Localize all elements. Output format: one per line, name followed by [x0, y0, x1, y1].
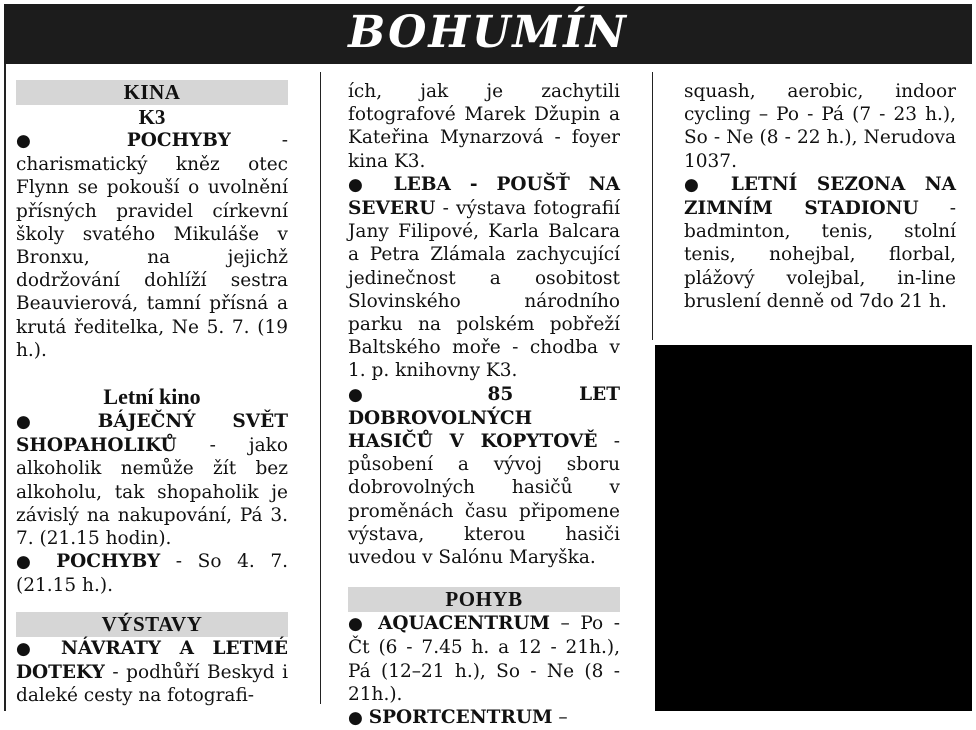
masthead	[4, 4, 972, 64]
listing-text: – Po - Čt (6 - 7.45 h. a 12 - 21h.), Pá (12–21 h.), So - Ne (8 - 21h.).	[348, 613, 620, 705]
listing-title: 85 LET DOBROVOLNÝCH HASIČŮ V KOPYTOVĚ	[348, 383, 621, 453]
listing-text: - výstava fotografií Jany Filipové, Karla Balcara a Petra Zlámala zachycující jedinečnost a osobitost Slovinského národního parku na polském pobřeží Baltského moře - chodba v 1. p. knihovny K3.	[348, 198, 620, 382]
listing-title: BÁJEČNÝ SVĚT SHOPAHOLIKŮ	[16, 411, 288, 457]
section-heading-kina: KINA	[16, 80, 288, 105]
listing-title: NÁVRATY A LETMÉ DOTEKY	[16, 637, 289, 683]
listing-text: - So 4. 7. (21.15 h.).	[16, 551, 288, 597]
listing-text: - podhůří Beskyd i daleké cesty na fotografi-	[16, 661, 288, 707]
column-2	[348, 80, 620, 730]
listing-title: POCHYBY	[126, 130, 231, 151]
listing-text: - působení a vývoj sboru dobrovolných hasičů v proměnách času připomene výstava, kterou hasiči uvedou v Salónu Maryška.	[348, 431, 620, 569]
listing-item	[684, 173, 956, 313]
column-divider-2	[652, 72, 653, 340]
listing-title: LEBA - POUŠŤ NA SEVERU	[348, 173, 620, 220]
listing-text: - badminton, tenis, stolní tenis, nohejbal, florbal, plážový volejbal, in-line bruslení denně od 7do 21 h.	[684, 198, 956, 312]
bullet-icon: ●	[684, 174, 712, 195]
listing-text: - charismatický kněz otec Flynn se pokouší o uvolnění přísných pravidel církevní školy svatého Mikuláše v Bronxu, na jejichž dodržování dohlíží sestra Beauvierová, tamní přísná a krutá ředitelka, Ne 5. 7. (19 h.).	[16, 130, 288, 361]
bullet-icon: ●	[16, 412, 62, 433]
listing-item	[16, 550, 288, 597]
page-title: BOHUMÍN	[348, 7, 628, 58]
column-3	[684, 80, 956, 313]
column-divider-1	[320, 72, 321, 704]
listing-item	[348, 383, 620, 570]
black-redaction-block	[655, 345, 972, 711]
section-heading-pohyb: POHYB	[348, 587, 620, 612]
column-rule-left	[4, 64, 6, 711]
subheading-letni-kino: Letní kino	[103, 384, 201, 410]
listing-title: SPORTCENTRUM	[368, 707, 553, 729]
subheading-k3: K3	[138, 105, 166, 129]
bullet-icon: ●	[16, 131, 76, 151]
listing-item	[16, 410, 288, 550]
bullet-icon: ●	[16, 552, 41, 573]
section-heading-vystavy: VÝSTAVY	[16, 612, 288, 637]
listing-title: LETNÍ SEZONA NA ZIMNÍM STADIONU	[684, 173, 956, 220]
listing-item	[16, 637, 288, 708]
listing-continuation: ích, jak je zachytili fotografové Marek Džupin a Kateřina Mynarzová - foyer kina K3.	[348, 81, 620, 172]
bullet-icon: ●	[16, 638, 43, 659]
bullet-icon: ●	[348, 384, 423, 405]
bullet-icon: ●	[348, 708, 363, 729]
bullet-icon: ●	[348, 174, 376, 195]
listing-continuation: squash, aerobic, indoor cycling – Po - Pá (7 - 23 h.), So - Ne (8 - 22 h.), Nerudova 1037.	[684, 81, 956, 172]
listing-text: - jako alkoholik nemůže žít bez alkoholu, tak shopaholik je závislý na nakupování, Pá 3. 7. (21.15 hodin).	[16, 435, 288, 550]
listing-item	[16, 129, 288, 362]
listing-item	[348, 612, 620, 706]
bullet-icon: ●	[348, 614, 368, 635]
listing-title: AQUACENTRUM	[378, 613, 550, 635]
listing-text: –	[552, 707, 568, 729]
listing-item	[348, 706, 620, 730]
listing-title: POCHYBY	[56, 551, 161, 573]
listing-item	[348, 173, 620, 383]
column-1	[16, 80, 288, 707]
